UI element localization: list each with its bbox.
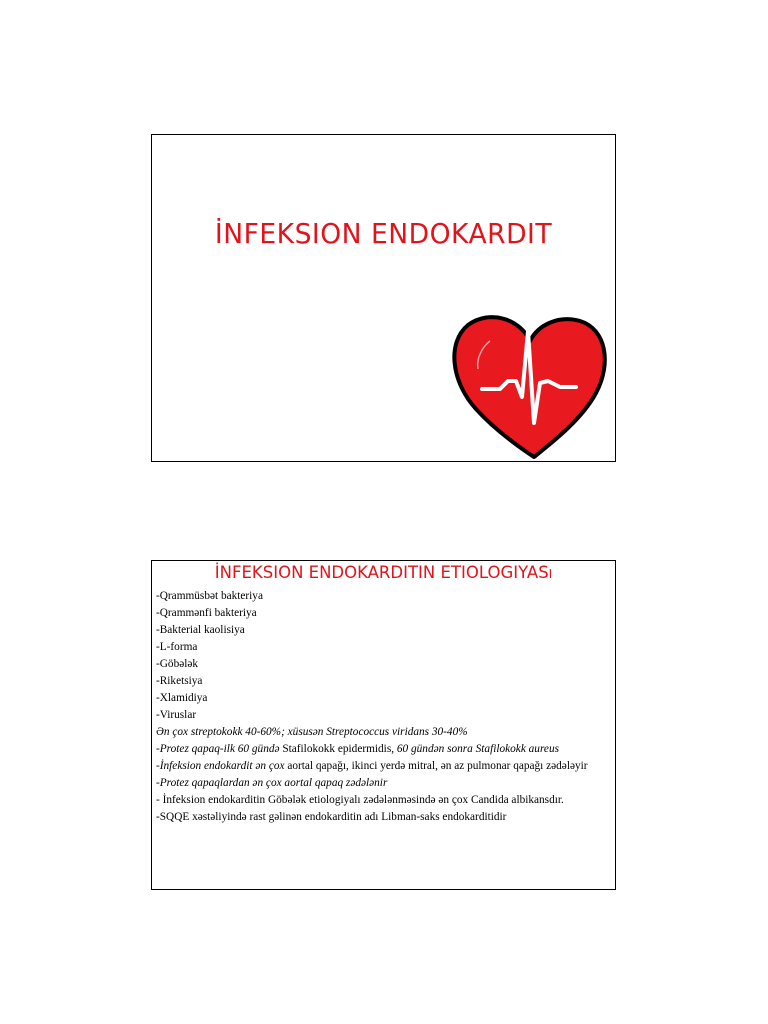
list-item: -Viruslar [156,709,197,721]
slide-title: İNFEKSION ENDOKARDIT [214,217,553,250]
slide-etiology [151,560,616,890]
note-text: aortal qapağı, ikinci yerdə mitral, ən az pulmonar qapağı zədələyir [284,760,588,772]
note-text: 60 gündən sonra Stafilokokk aureus [396,743,559,755]
slide-title-page [151,134,616,462]
etiology-list [156,588,609,826]
heart-ecg-icon [450,311,610,461]
list-item: -Göbələk [156,658,199,670]
note-prosthetic-valve [156,741,609,757]
note-prosthetic-aortal: -Protez qapaqlardan ən çox aortal qapaq zədələnir [156,777,388,789]
list-item: -Riketsiya [156,675,203,687]
note-text: -Protez qapaq-ilk 60 gündə [156,743,280,755]
list-item: -Xlamidiya [156,692,208,704]
note-candida: - İnfeksion endokarditin Göbələk etiologiyalı zədələnməsində ən çox Candida albikansdır. [156,794,564,806]
list-item: -L-forma [156,641,198,653]
slide-title: İNFEKSION ENDOKARDITIN ETIOLOGIYASı [214,563,553,582]
list-item: -Qrammüsbət bakteriya [156,590,263,602]
note-text: Stafilokokk epidermidis, [279,743,397,755]
note-aortal-valve [156,758,609,774]
list-item: -Qrammənfi bakteriya [156,607,257,619]
list-item: -Bakterial kaolisiya [156,624,245,636]
note-streptococcus: Ən çox streptokokk 40-60%; xüsusən Streptococcus viridans 30-40% [156,726,468,738]
note-text: -İnfeksion endokardit ən çox [156,760,285,772]
note-libman-sacks: -SQQE xəstəliyində rast gəlinən endokarditin adı Libman-saks endokarditidir [156,811,507,823]
